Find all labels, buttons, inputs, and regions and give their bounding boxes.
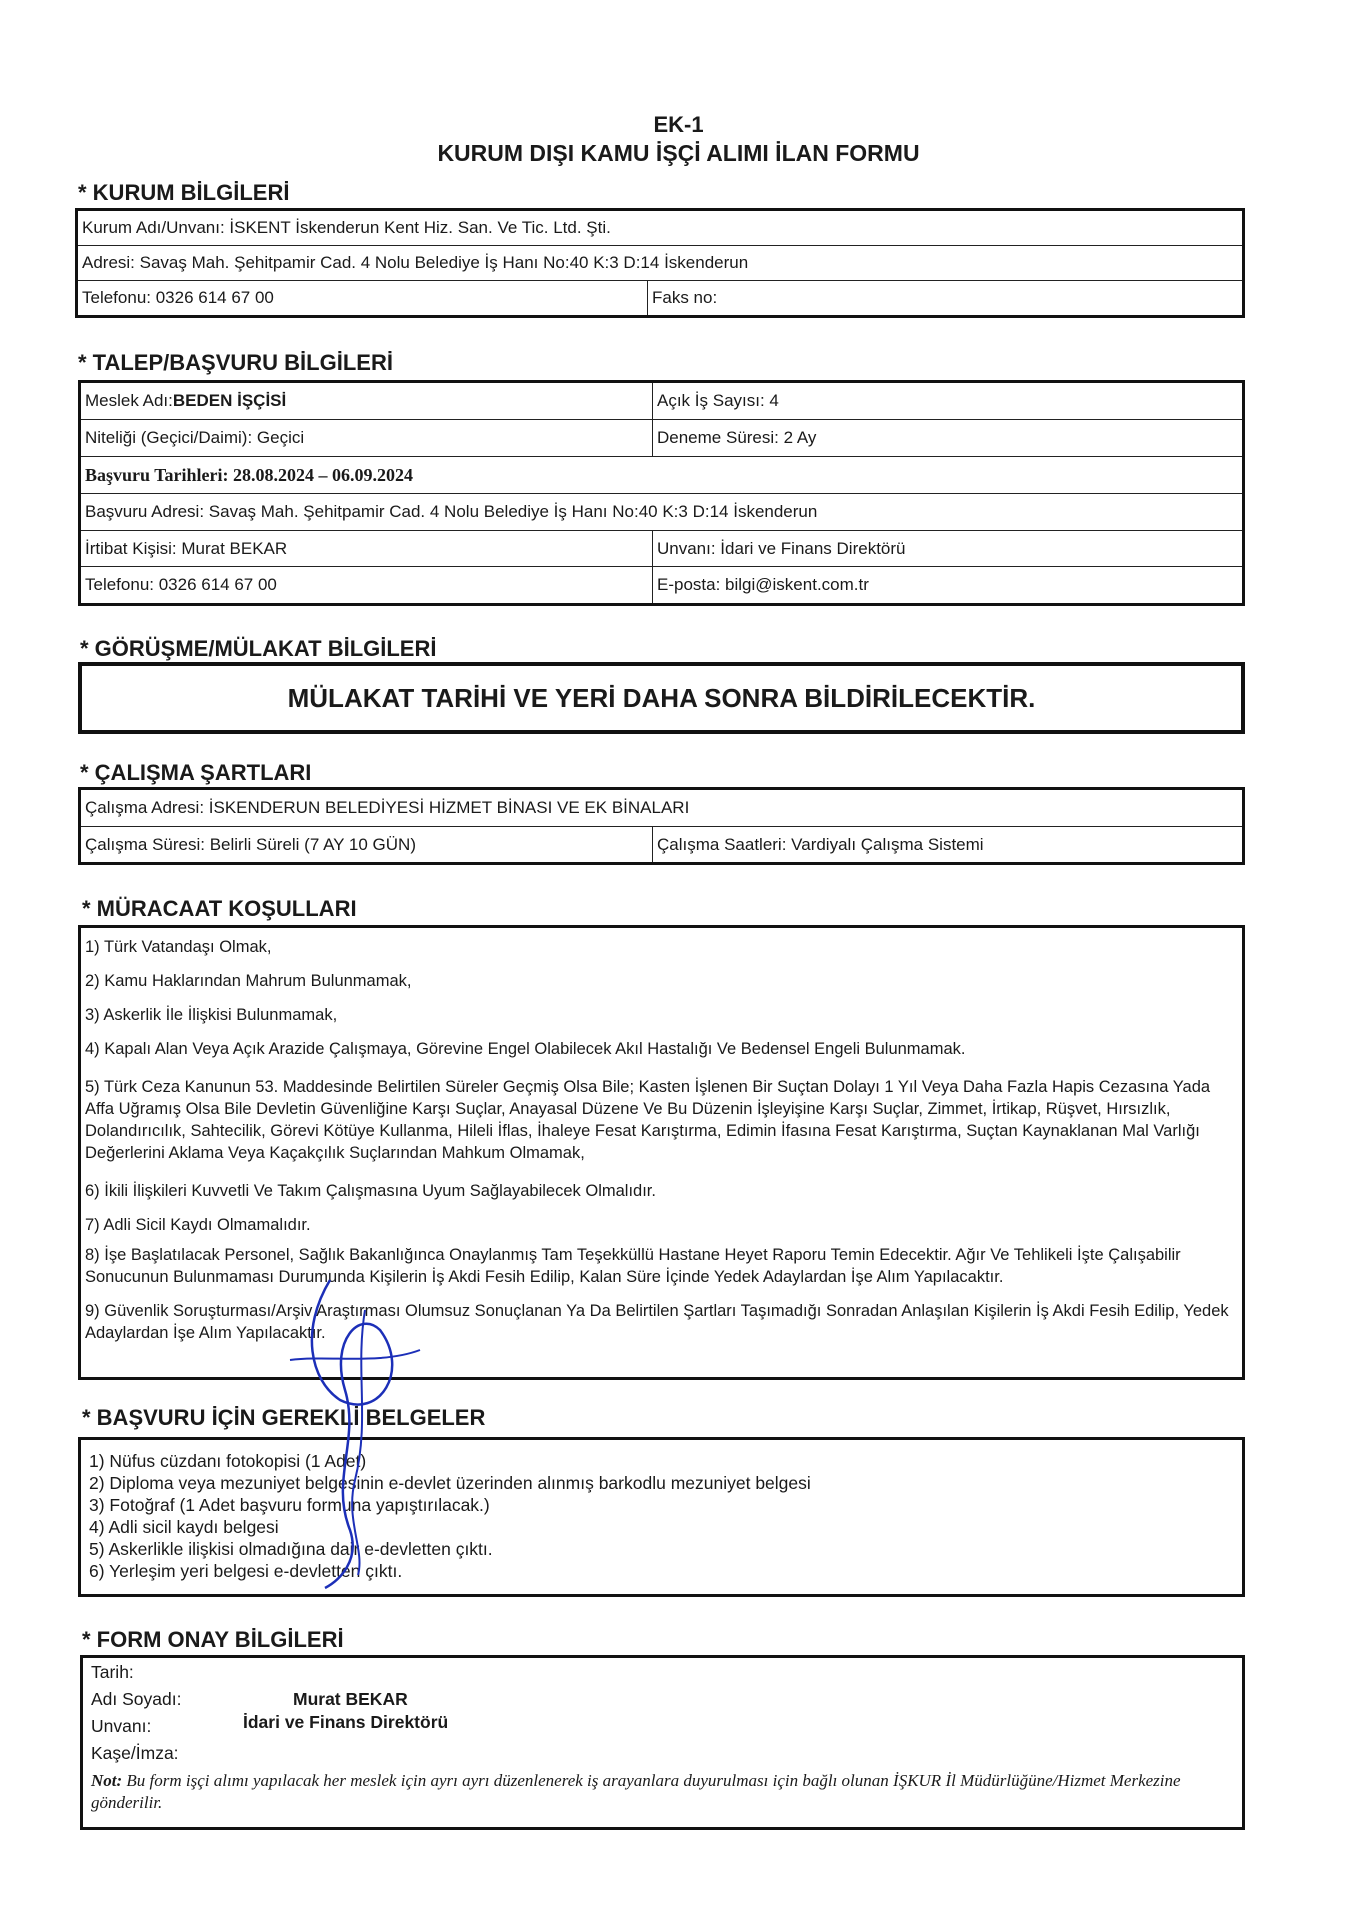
form-note: Not: Bu form işçi alımı yapılacak her meslek için ayrı ayrı düzenlenerek iş arayanlara duyurulması için bağlı olunan İŞKUR İl Müdürlüğüne/Hizmet Merkezine gönderilir. [91, 1771, 1181, 1812]
mulakat-text: MÜLAKAT TARİHİ VE YERİ DAHA SONRA BİLDİRİLECEKTİR. [287, 682, 1036, 713]
form-title: KURUM DIŞI KAMU İŞÇİ ALIMI İLAN FORMU [437, 140, 920, 166]
tarih-label: Tarih: [91, 1662, 134, 1682]
document-item-2: 2) Diploma veya mezuniyet belgesinin e-devlet üzerinden alınmış barkodlu mezuniyet belgesi [89, 1473, 811, 1493]
unvan-label: Unvanı: [91, 1716, 152, 1736]
document-item-6: 6) Yerleşim yeri belgesi e-devletten çıktı. [89, 1561, 403, 1581]
irtibat-unvani: Unvanı: İdari ve Finans Direktörü [657, 538, 906, 558]
irtibat-kisisi: İrtibat Kişisi: Murat BEKAR [81, 531, 653, 566]
kurum-faks: Faks no: [652, 288, 718, 307]
section-heading-onay: * FORM ONAY BİLGİLERİ [82, 1627, 344, 1652]
adi-soyadi-label: Adı Soyadı: [91, 1689, 182, 1709]
muracaat-list [78, 925, 1245, 1380]
section-heading-talep: * TALEP/BAŞVURU BİLGİLERİ [78, 350, 393, 375]
basvuru-adresi: Başvuru Adresi: Savaş Mah. Şehitpamir Cad. 4 Nolu Belediye İş Hanı No:40 K:3 D:14 İskenderun [85, 502, 818, 521]
section-heading-gorusme: * GÖRÜŞME/MÜLAKAT BİLGİLERİ [80, 636, 437, 661]
talep-table [78, 380, 1245, 606]
kurum-adi: Kurum Adı/Unvanı: İSKENT İskenderun Kent Hiz. San. Ve Tic. Ltd. Şti. [82, 218, 611, 237]
basvuru-tarihleri: Başvuru Tarihleri: 28.08.2024 – 06.09.2024 [85, 464, 414, 485]
deneme-suresi: Deneme Süresi: 2 Ay [657, 428, 817, 447]
kurum-table [75, 208, 1245, 318]
condition-item-1: 1) Türk Vatandaşı Olmak, [85, 938, 272, 956]
condition-item-8: 8) İşe Başlatılacak Personel, Sağlık Bakanlığınca Onaylanmış Tam Teşekküllü Hastane Heyet Raporu Temin Edecektir. Ağır Ve Tehlikeli İşte Çalışabilir Sonucunun Bulunmaması Durumunda Kişilerin İş Akdi Fesih Edilip, Kalan Süre İçinde Yedek Adaylardan İşe Alım Yapılacaktır. [85, 1246, 1181, 1286]
adi-soyadi-value: Murat BEKAR [293, 1689, 408, 1709]
calisma-adresi: Çalışma Adresi: İSKENDERUN BELEDİYESİ HİZMET BİNASI VE EK BİNALARI [85, 798, 690, 817]
condition-item-7: 7) Adli Sicil Kaydı Olmamalıdır. [85, 1216, 311, 1234]
acik-is-sayisi: Açık İş Sayısı: 4 [657, 391, 779, 410]
condition-item-9: 9) Güvenlik Soruşturması/Arşiv Araştırması Olumsuz Sonuçlanan Ya Da Belirtilen Şartları Taşımadığı Sonradan Anlaşılan Kişilerin İş Akdi Fesih Edilip, Yedek Adaylardan İşe Alım Yapılacaktır. [85, 1302, 1229, 1342]
document-item-3: 3) Fotoğraf (1 Adet başvuru formuna yapıştırılacak.) [89, 1495, 490, 1515]
meslek-adi: Meslek Adı: BEDEN İŞÇİSİ [81, 383, 653, 419]
belgeler-list [78, 1437, 1245, 1597]
calisma-saatleri: Çalışma Saatleri: Vardiyalı Çalışma Sistemi [657, 834, 984, 854]
niteligi: Niteliği (Geçici/Daimi): Geçici [81, 420, 653, 456]
talep-telefon: Telefonu: 0326 614 67 00 [81, 567, 653, 603]
section-heading-calisma: * ÇALIŞMA ŞARTLARI [80, 760, 312, 785]
condition-item-5: 5) Türk Ceza Kanunun 53. Maddesinde Belirtilen Süreler Geçmiş Olsa Bile; Kasten İşlenen Bir Suçtan Dolayı 1 Yıl Veya Daha Fazla Hapis Cezasına Yada Affa Uğramış Olsa Bile Devletin Güvenliğine Karşı Suçlar, Anayasal Düzene Ve Bu Düzenin İşleyişine Karşı Suçlar, Zimmet, İrtikap, Rüşvet, Hırsızlık, Dolandırıcılık, Sahtecilik, Görevi Kötüye Kullanma, Hileli İflas, İhaleye Fesat Karıştırma, Edimin İfasına Fesat Karıştırma, Suçtan Kaynaklanan Mal Varlığı Değerlerini Aklama Veya Kaçakçılık Suçlarından Mahkum Olmamak, [85, 1078, 1211, 1162]
kurum-adres: Adresi: Savaş Mah. Şehitpamir Cad. 4 Nolu Belediye İş Hanı No:40 K:3 D:14 İskenderun [82, 253, 749, 272]
onay-box [80, 1655, 1245, 1830]
condition-item-6: 6) İkili İlişkileri Kuvvetli Ve Takım Çalışmasına Uyum Sağlayabilecek Olmalıdır. [85, 1182, 656, 1200]
document-item-4: 4) Adli sicil kaydı belgesi [89, 1517, 279, 1537]
talep-eposta: E-posta: bilgi@iskent.com.tr [657, 575, 869, 594]
mulakat-box [78, 662, 1245, 734]
kase-imza-label: Kaşe/İmza: [91, 1743, 179, 1763]
document-item-1: 1) Nüfus cüzdanı fotokopisi (1 Adet) [89, 1451, 367, 1471]
section-heading-kurum: * KURUM BİLGİLERİ [78, 180, 290, 205]
condition-item-4: 4) Kapalı Alan Veya Açık Arazide Çalışmaya, Görevine Engel Olabilecek Akıl Hastalığı Ve Bedensel Engeli Bulunmamak. [85, 1040, 966, 1058]
condition-item-3: 3) Askerlik İle İlişkisi Bulunmamak, [85, 1006, 338, 1024]
form-code: EK-1 [653, 112, 704, 137]
section-heading-belgeler: * BAŞVURU İÇİN GEREKLİ BELGELER [82, 1405, 486, 1430]
condition-item-2: 2) Kamu Haklarından Mahrum Bulunmamak, [85, 972, 412, 990]
section-heading-muracaat: * MÜRACAAT KOŞULLARI [82, 896, 357, 921]
unvan-value: İdari ve Finans Direktörü [243, 1712, 449, 1732]
calisma-suresi: Çalışma Süresi: Belirli Süreli (7 AY 10 GÜN) [81, 827, 653, 862]
document-item-5: 5) Askerlikle ilişkisi olmadığına dair e-devletten çıktı. [89, 1539, 493, 1559]
calisma-table [78, 787, 1245, 865]
kurum-telefon: Telefonu: 0326 614 67 00 [78, 281, 648, 315]
